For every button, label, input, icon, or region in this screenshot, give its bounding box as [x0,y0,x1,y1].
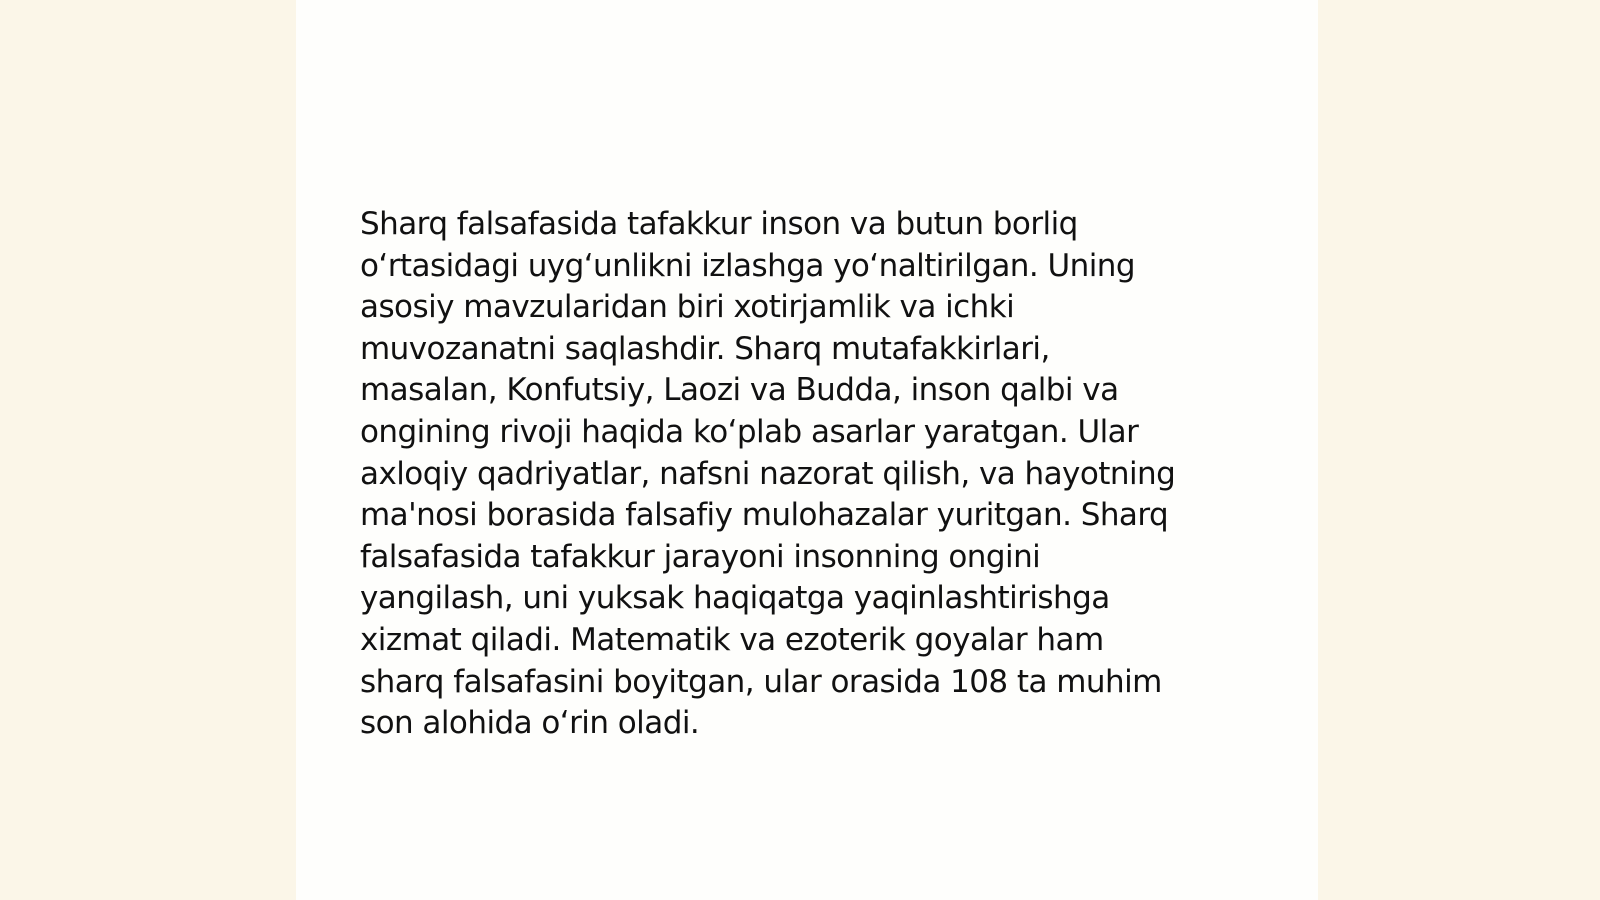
body-paragraph: Sharq falsafasida tafakkur inson va butun borliq o‘rtasidagi uyg‘unlikni izlashga yo‘naltirilgan. Uning asosiy mavzularidan biri xotirjamlik va ichki muvozanatni saqlashdir. Sharq mutafakkirlari, masalan, Konfutsiy, Laozi va Budda, inson qalbi va ongining rivoji haqida ko‘plab asarlar yaratgan. Ular axloqiy qadriyatlar, nafsni nazorat qilish, va hayotning ma'nosi borasida falsafiy mulohazalar yuritgan. Sharq falsafasida tafakkur jarayoni insonning ongini yangilash, uni yuksak haqiqatga yaqinlashtirishga xizmat qiladi. Matematik va ezoterik goyalar ham sharq falsafasini boyitgan, ular orasida 108 ta muhim son alohida o‘rin oladi. [360,206,1176,742]
document-page [296,0,1318,900]
